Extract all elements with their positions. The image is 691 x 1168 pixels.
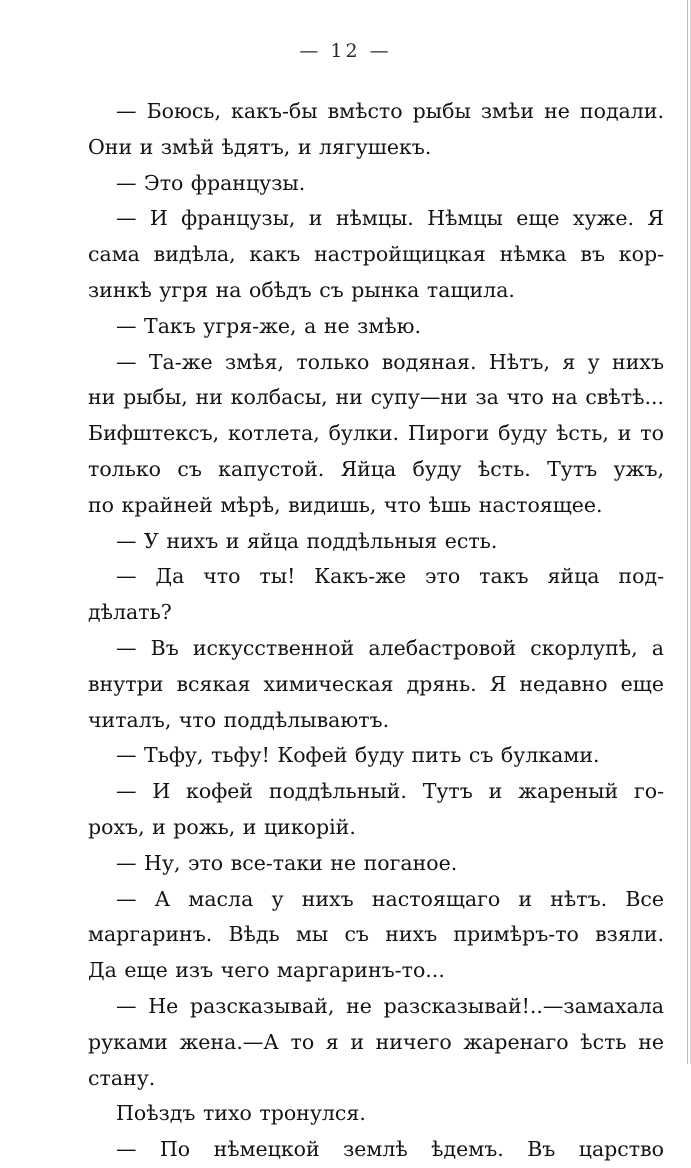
text-line: — Та-же змѣя, только водяная. Нѣтъ, я у нихъ xyxy=(116,349,664,374)
text-line: ни рыбы, ни колбасы, ни супу—ни за что на свѣтѣ... xyxy=(88,385,664,410)
text-line: читалъ, что поддѣлываютъ. xyxy=(88,707,390,732)
text-line: — Да что ты! Какъ-же это такъ яйца под- xyxy=(116,564,664,589)
text-line: зинкѣ угря на обѣдъ съ рынка тащила. xyxy=(88,277,515,302)
text-line: — А масла у нихъ настоящаго и нѣтъ. Все xyxy=(116,886,664,911)
text-line: по крайней мѣрѣ, видишь, что ѣшь настоящее. xyxy=(88,492,603,517)
text-line: — По нѣмецкой землѣ ѣдемъ. Въ царство xyxy=(116,1137,664,1162)
text-line: — Боюсь, какъ-бы вмѣсто рыбы змѣи не подали. xyxy=(116,99,664,123)
text-line: Поѣздъ тихо тронулся. xyxy=(116,1101,366,1126)
page-edge-line xyxy=(687,0,688,1064)
text-line: — У нихъ и яйца поддѣльныя есть. xyxy=(116,528,498,553)
text-line: рохъ, и рожь, и цикорій. xyxy=(88,814,356,839)
text-line: Бифштексъ, котлета, булки. Пироги буду ѣсть, и то xyxy=(88,421,664,446)
text-line: — Въ искусственной алебастровой скорлупѣ, а xyxy=(116,635,664,660)
text-line: — Это французы. xyxy=(116,170,306,195)
page-number: — 12 — xyxy=(299,40,392,62)
text-line: — И французы, и нѣмцы. Нѣмцы еще хуже. Я xyxy=(116,206,664,231)
text-line: внутри всякая химическая дрянь. Я недавно еще xyxy=(88,671,664,696)
text-line: Они и змѣй ѣдятъ, и лягушекъ. xyxy=(88,134,432,159)
text-line: — Такъ угря-же, а не змѣю. xyxy=(116,313,421,338)
text-line: дѣлать? xyxy=(88,600,172,625)
text-line: маргаринъ. Вѣдь мы съ нихъ примѣръ-то взяли. xyxy=(88,922,664,947)
text-line: — Ну, это все-таки не поганое. xyxy=(116,850,458,875)
text-line: — Не разсказывай, не разсказывай!..—замахала xyxy=(116,993,664,1018)
body-text xyxy=(88,94,664,1168)
text-line: только съ капустой. Яйца буду ѣсть. Тутъ ужъ, xyxy=(88,456,664,481)
text-line: Да еще изъ чего маргаринъ-то... xyxy=(88,958,445,983)
text-line: руками жена.—А то я и ничего жаренаго ѣсть не xyxy=(88,1029,664,1054)
text-line: сама видѣла, какъ настройщицкая нѣмка въ кор- xyxy=(88,242,664,267)
text-line: стану. xyxy=(88,1065,156,1090)
text-line: — И кофей поддѣльный. Тутъ и жареный го- xyxy=(116,779,664,804)
text-line: — Тьфу, тьфу! Кофей буду пить съ булками. xyxy=(116,743,600,768)
